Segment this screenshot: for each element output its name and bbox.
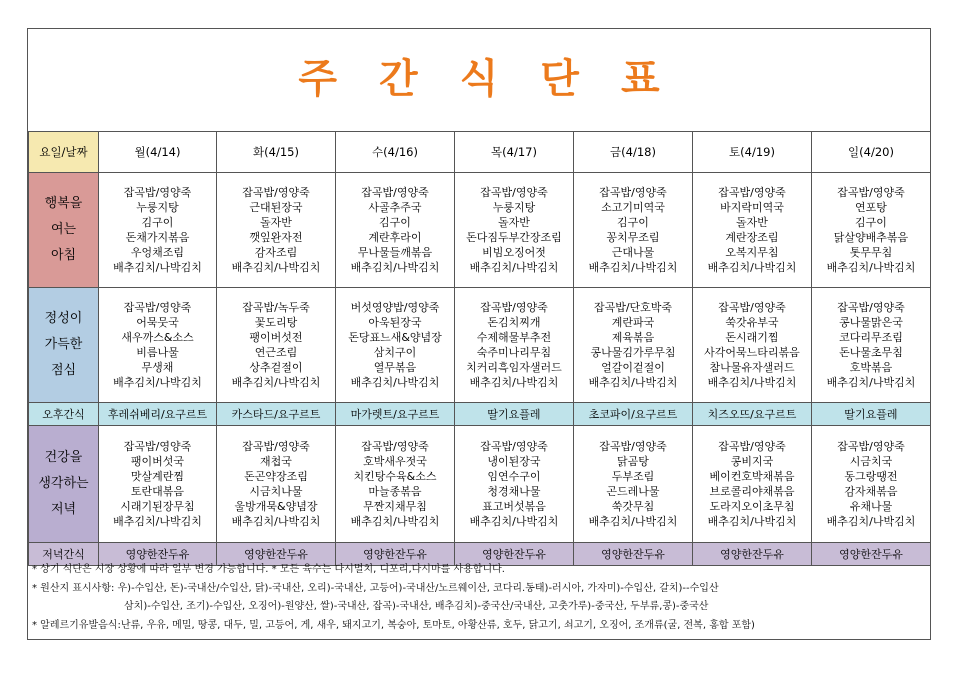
menu-item: 잡곡밥/영양죽 (718, 186, 786, 199)
menu-item: 호박볶음 (849, 361, 893, 374)
menu-item: 임연수구이 (487, 470, 541, 483)
snack-cell: 딸기요플레 (812, 403, 931, 426)
menu-item: 팽이버섯전 (249, 331, 303, 344)
menu-item: 맛살계란찜 (130, 470, 185, 483)
menu-item: 김구이 (855, 216, 887, 229)
menu-item: 호박새우젓국 (363, 455, 427, 468)
menu-item: 시금치국 (849, 455, 893, 468)
menu-item: 배추김치/나박김치 (588, 261, 678, 274)
menu-item: 쑥갓유부국 (725, 316, 779, 329)
menu-item: 돈채가지볶음 (125, 231, 190, 244)
menu-item: 소고기미역국 (601, 201, 665, 214)
menu-item: 우엉채조림 (130, 246, 185, 259)
day-header: 수(4/16) (336, 132, 455, 173)
menu-item: 참나물유자샐러드 (709, 361, 795, 374)
menu-item: 비름나물 (136, 346, 179, 359)
menu-item: 배추김치/나박김치 (826, 261, 916, 274)
dinner-snack-cell: 영양한잔두유 (336, 543, 455, 566)
dinner-snack-cell: 영양한잔두유 (455, 543, 574, 566)
menu-item: 잡곡밥/영양죽 (361, 186, 429, 199)
dinner-label (29, 426, 99, 543)
menu-item: 계란후라이 (368, 231, 422, 244)
menu-item: 감자채볶음 (844, 485, 898, 498)
menu-item: 삼치구이 (373, 346, 417, 359)
menu-item: 사골추주국 (368, 201, 422, 214)
menu-item: 배추김치/나박김치 (707, 376, 797, 389)
breakfast-menu-cell (217, 173, 336, 288)
menu-item: 배추김치/나박김치 (231, 376, 321, 389)
menu-item: 재첩국 (260, 455, 292, 468)
menu-item: 어묵뭇국 (136, 316, 179, 329)
menu-item: 김구이 (379, 216, 411, 229)
menu-item: 잡곡밥/단호박죽 (593, 301, 673, 314)
notes (32, 561, 926, 635)
dinner-snack-label: 저녁간식 (29, 543, 99, 566)
menu-item: 잡곡밥/녹두죽 (242, 301, 310, 314)
menu-item: 톳무무침 (849, 246, 893, 259)
menu-item: 닭곰탕 (617, 455, 649, 468)
menu-item: 도라지오이초무침 (709, 500, 795, 513)
meal-label-line: 건강을 (44, 450, 83, 465)
menu-item: 배추김치/나박김치 (826, 515, 916, 528)
menu-item: 쑥갓무침 (611, 500, 655, 513)
menu-item: 잡곡밥/영양죽 (480, 440, 548, 453)
snack-label: 오후간식 (29, 403, 99, 426)
snack-cell: 딸기요플레 (455, 403, 574, 426)
menu-item: 잡곡밥/영양죽 (361, 440, 429, 453)
menu-item: 돌자반 (260, 216, 292, 229)
menu-item: 아욱된장국 (368, 316, 422, 329)
menu-item: 동그랑땡전 (844, 470, 898, 483)
header-row (29, 132, 931, 173)
menu-item: 계란파국 (611, 316, 655, 329)
menu-item: 돈다짐두부간장조림 (466, 231, 562, 244)
menu-item: 배추김치/나박김치 (231, 261, 321, 274)
menu-item: 잡곡밥/영양죽 (837, 301, 905, 314)
menu-item: 잡곡밥/영양죽 (599, 440, 667, 453)
menu-item: 브로콜리야채볶음 (709, 485, 795, 498)
note-line: * 원산지 표시사항: 우)-수입산, 돈)-국내산/수입산, 닭)-국내산, 오리)-국내산, 고등어)-국내산/노르웨이산, 코다리.동태)-러시아, 가자미)-수입산, 갈치)--수입산 (32, 582, 719, 594)
menu-item: 잡곡밥/영양죽 (123, 301, 192, 314)
menu-item: 얼갈이겉절이 (601, 361, 665, 374)
menu-item: 김구이 (617, 216, 649, 229)
dinner-snack-cell: 영양한잔두유 (812, 543, 931, 566)
menu-item: 콩나물맑은국 (839, 316, 903, 329)
menu-item: 잡곡밥/영양죽 (599, 186, 667, 199)
meal-label-line: 가득한 (44, 337, 83, 352)
menu-item: 꽁치무조림 (606, 231, 660, 244)
lunch-menu-cell (693, 288, 812, 403)
menu-item: 냉이된장국 (487, 455, 541, 468)
day-header: 월(4/14) (99, 132, 217, 173)
lunch-menu-cell (812, 288, 931, 403)
menu-item: 오복지무침 (725, 246, 779, 259)
menu-item: 무생채 (141, 361, 174, 374)
menu-item: 잡곡밥/영양죽 (718, 440, 786, 453)
menu-item: 청경채나물 (487, 485, 541, 498)
menu-item: 돈당표느새&양념장 (348, 331, 442, 344)
dinner-snack-cell: 영양한잔두유 (99, 543, 217, 566)
day-header: 화(4/15) (217, 132, 336, 173)
menu-item: 잡곡밥/영양죽 (480, 301, 548, 314)
breakfast-menu-cell (336, 173, 455, 288)
snack-row (29, 403, 931, 426)
menu-item: 배추김치/나박김치 (113, 515, 202, 528)
breakfast-menu-cell (574, 173, 693, 288)
menu-item: 표고버섯볶음 (482, 500, 546, 513)
menu-item: 열무볶음 (373, 361, 417, 374)
menu-item: 배추김치/나박김치 (469, 376, 559, 389)
meal-label-line: 여는 (50, 222, 77, 237)
menu-item: 배추김치/나박김치 (350, 261, 440, 274)
menu-item: 잡곡밥/영양죽 (123, 440, 192, 453)
menu-item: 무나물들깨볶음 (357, 246, 433, 259)
menu-item: 배추김치/나박김치 (350, 376, 440, 389)
menu-item: 잡곡밥/영양죽 (242, 186, 310, 199)
breakfast-menu-cell (693, 173, 812, 288)
menu-item: 배추김치/나박김치 (469, 515, 559, 528)
menu-item: 배추김치/나박김치 (113, 261, 202, 274)
menu-item: 돈곤약장조림 (244, 470, 308, 483)
menu-item: 닭살양배추볶음 (833, 231, 909, 244)
day-header: 금(4/18) (574, 132, 693, 173)
menu-item: 시금치나물 (249, 485, 303, 498)
dinner-snack-cell: 영양한잔두유 (217, 543, 336, 566)
menu-item: 근대나물 (611, 246, 655, 259)
breakfast-label (29, 173, 99, 288)
lunch-row (29, 288, 931, 403)
menu-item: 배추김치/나박김치 (231, 515, 321, 528)
menu-item: 꽃도리탕 (254, 316, 298, 329)
menu-item: 숙주미나리무침 (476, 346, 552, 359)
menu-item: 잡곡밥/영양죽 (123, 186, 192, 199)
menu-item: 사각어묵느타리볶음 (704, 346, 800, 359)
breakfast-menu-cell (99, 173, 217, 288)
menu-item: 콩나물김가루무침 (590, 346, 676, 359)
menu-item: 돌자반 (498, 216, 530, 229)
menu-item: 배추김치/나박김치 (113, 376, 202, 389)
menu-item: 배추김치/나박김치 (588, 376, 678, 389)
dinner-menu-cell (217, 426, 336, 543)
menu-item: 콩비지국 (730, 455, 774, 468)
menu-item: 치킨탕수육&소스 (353, 470, 437, 483)
menu-item: 울방개묵&양념장 (234, 500, 318, 513)
dinner-menu-cell (693, 426, 812, 543)
menu-item: 잡곡밥/영양죽 (480, 186, 548, 199)
meal-label-line: 아침 (50, 248, 77, 263)
menu-item: 잡곡밥/영양죽 (837, 186, 905, 199)
menu-item: 마늘종볶음 (368, 485, 422, 498)
weekly-menu-table (28, 131, 931, 566)
menu-item: 버섯영양밥/영양죽 (350, 301, 440, 314)
meal-label-line: 저녁 (50, 502, 77, 517)
menu-item: 배추김치/나박김치 (588, 515, 678, 528)
day-header: 일(4/20) (812, 132, 931, 173)
menu-item: 감자조림 (254, 246, 298, 259)
dinner-snack-cell: 영양한잔두유 (574, 543, 693, 566)
dinner-menu-cell (455, 426, 574, 543)
menu-item: 잡곡밥/영양죽 (718, 301, 786, 314)
meal-label-line: 생각하는 (38, 476, 89, 491)
menu-item: 깻잎완자전 (249, 231, 303, 244)
header-day-date: 요일/날짜 (29, 132, 99, 173)
meal-label-line: 점심 (50, 363, 77, 378)
note-line: * 상기 식단은 시장 상황에 따라 일부 변경 가능합니다. * 모든 육수는 다시멸치, 디포리,다시마를 사용합니다. (32, 564, 505, 575)
menu-item: 두부조림 (611, 470, 655, 483)
menu-item: 돌자반 (736, 216, 768, 229)
menu-item: 누룽지탕 (136, 201, 179, 214)
page-title: 주간식단표 (298, 56, 702, 102)
menu-item: 계란장조림 (725, 231, 779, 244)
menu-item: 누룽지탕 (492, 201, 536, 214)
menu-item: 배추김치/나박김치 (469, 261, 559, 274)
menu-item: 김구이 (141, 216, 174, 229)
menu-item: 치커리흑임자샐러드 (466, 361, 562, 374)
lunch-menu-cell (455, 288, 574, 403)
menu-item: 바지락미역국 (720, 201, 784, 214)
menu-item: 유채나물 (849, 500, 893, 513)
menu-item: 배추김치/나박김치 (826, 376, 916, 389)
menu-item: 상추겉절이 (249, 361, 303, 374)
dinner-menu-cell (574, 426, 693, 543)
lunch-menu-cell (217, 288, 336, 403)
note-line: * 알레르기유발음식:난류, 우유, 메밀, 땅콩, 대두, 밀, 고등어, 게, 새우, 돼지고기, 복숭아, 토마토, 아황산류, 호두, 닭고기, 쇠고기, 오징어, 조개류(굴, 전복, 홍합 포함) (32, 619, 755, 631)
menu-item: 베이컨호박채볶음 (709, 470, 795, 483)
day-header: 토(4/19) (693, 132, 812, 173)
dinner-menu-cell (99, 426, 217, 543)
menu-item: 수제해물부추전 (476, 331, 552, 344)
menu-item: 배추김치/나박김치 (707, 261, 797, 274)
snack-cell: 후레쉬베리/요구르트 (99, 403, 217, 426)
menu-item: 팽이버섯국 (130, 455, 185, 468)
meal-label-line: 정성이 (44, 311, 83, 326)
menu-item: 무짠지채무침 (363, 500, 427, 513)
snack-cell: 마가렛트/요구르트 (336, 403, 455, 426)
menu-item: 연포탕 (855, 201, 887, 214)
menu-item: 코다리무조림 (839, 331, 903, 344)
snack-cell: 카스타드/요구르트 (217, 403, 336, 426)
dinner-menu-cell (336, 426, 455, 543)
dinner-row (29, 426, 931, 543)
menu-item: 비빔오징어젓 (482, 246, 546, 259)
menu-item: 토란대볶음 (130, 485, 185, 498)
note-line: 삼치)-수입산, 조기)-수입산, 오징어)-원양산, 쌀)-국내산, 잡곡)-국내산, 배추김치)-중국산/국내산, 고춧가루)-중국산, 두부류,콩)-중국산 (124, 601, 709, 612)
meal-label-line: 행복을 (44, 196, 83, 211)
lunch-menu-cell (574, 288, 693, 403)
lunch-menu-cell (99, 288, 217, 403)
menu-item: 잡곡밥/영양죽 (837, 440, 905, 453)
dinner-menu-cell (812, 426, 931, 543)
menu-item: 연근조림 (254, 346, 298, 359)
menu-item: 시래기된장무침 (120, 500, 195, 513)
menu-item: 새우까스&소스 (121, 331, 194, 344)
menu-item: 돈김치찌개 (487, 316, 541, 329)
snack-cell: 초코파이/요구르트 (574, 403, 693, 426)
breakfast-menu-cell (812, 173, 931, 288)
menu-item: 배추김치/나박김치 (707, 515, 797, 528)
day-header: 목(4/17) (455, 132, 574, 173)
menu-item: 잡곡밥/영양죽 (242, 440, 310, 453)
menu-item: 돈시래기찜 (725, 331, 779, 344)
menu-item: 근대된장국 (249, 201, 303, 214)
lunch-menu-cell (336, 288, 455, 403)
menu-item: 제육볶음 (611, 331, 655, 344)
dinner-snack-cell: 영양한잔두유 (693, 543, 812, 566)
breakfast-row (29, 173, 931, 288)
lunch-label (29, 288, 99, 403)
menu-item: 돈나물초무침 (839, 346, 903, 359)
snack-cell: 치즈오뜨/요구르트 (693, 403, 812, 426)
menu-item: 곤드레나물 (606, 485, 660, 498)
menu-item: 배추김치/나박김치 (350, 515, 440, 528)
menu-sheet (27, 28, 931, 640)
breakfast-menu-cell (455, 173, 574, 288)
